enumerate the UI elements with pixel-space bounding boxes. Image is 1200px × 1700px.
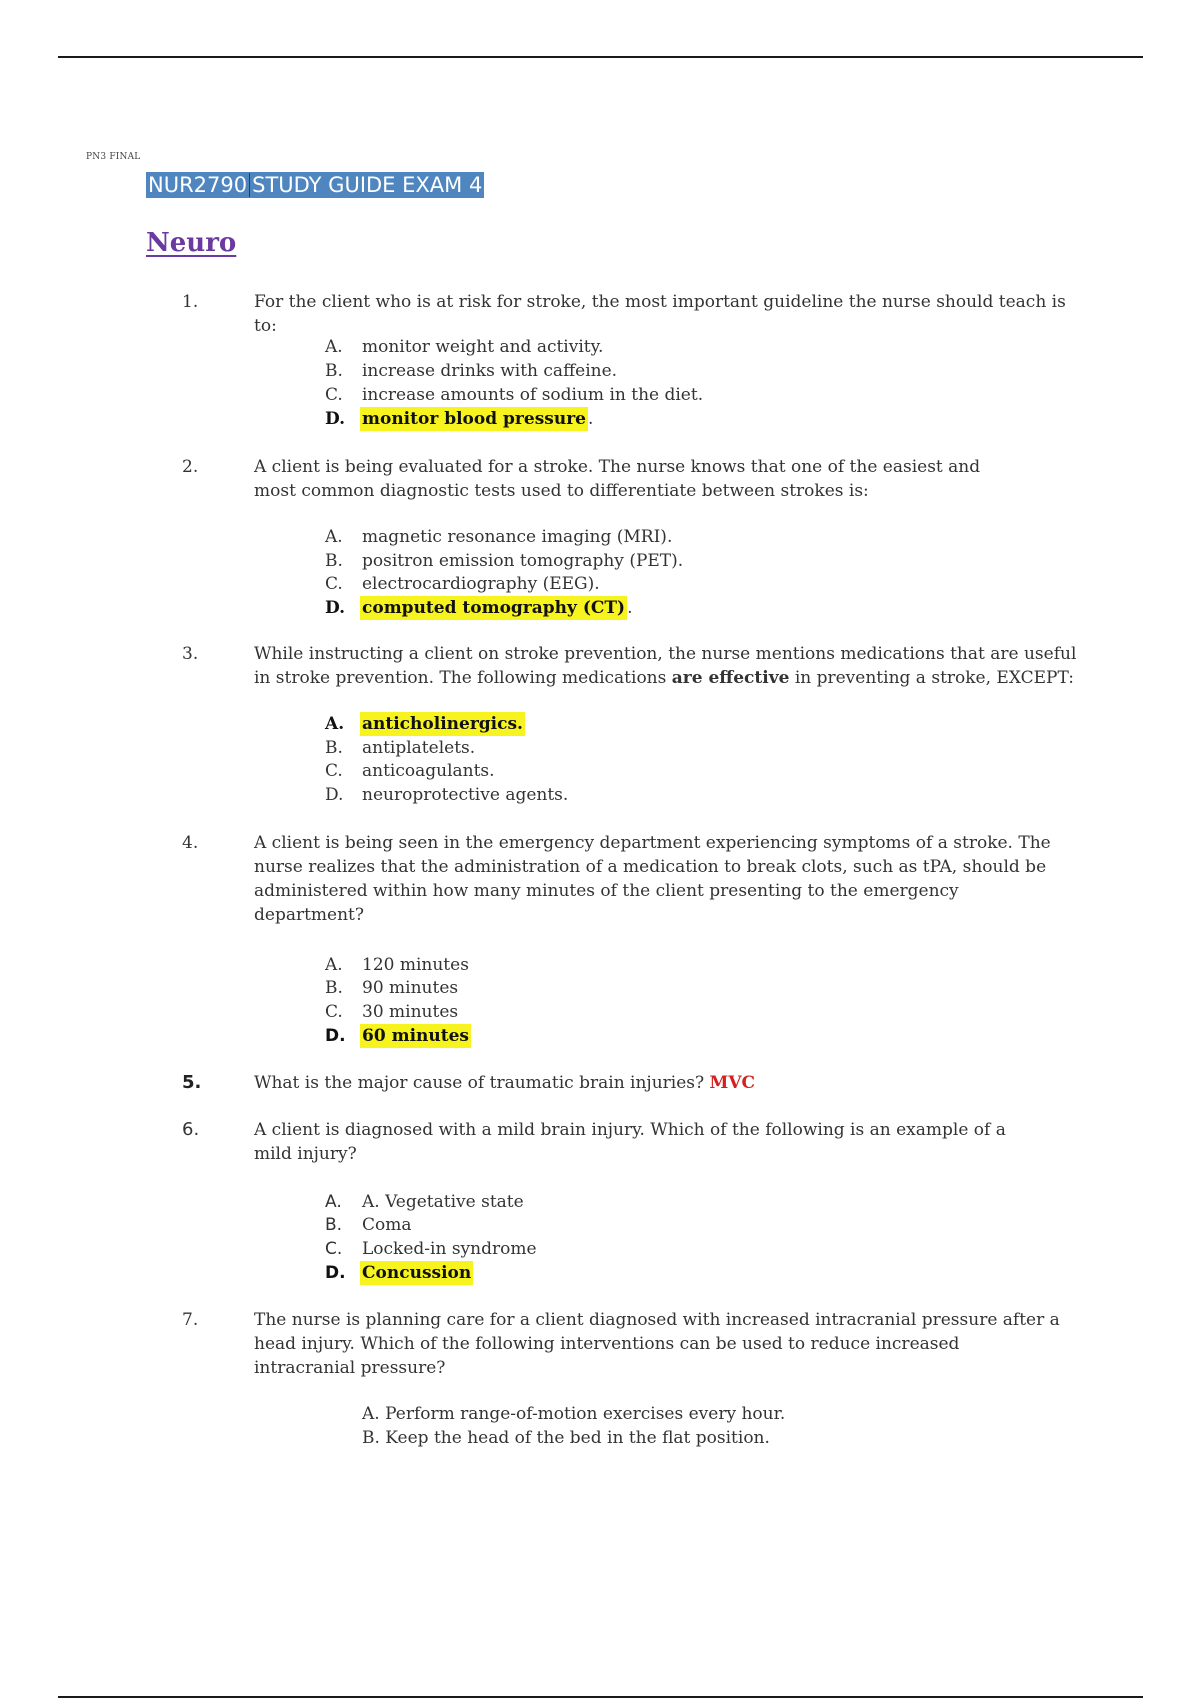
option-letter: C. [325,1239,343,1259]
option-letter: D. [325,785,344,805]
option-text [360,407,588,431]
title-text: STUDY GUIDE EXAM 4 [252,173,483,197]
question-number: 1. [182,292,199,312]
option-letter: B. [325,1215,343,1235]
option-text: monitor weight and activity. [362,337,604,357]
option-letter: D. [325,1026,346,1046]
question-text [254,642,1094,690]
option-letter: B. [325,551,343,571]
title-cursor-separator [249,173,250,197]
question-text-part: What is the major cause of traumatic brain injuries? [254,1073,705,1093]
option-text: antiplatelets. [362,738,476,758]
top-rule [58,56,1143,58]
option-letter: A. [325,1192,342,1212]
highlighted-answer: Concussion [362,1263,472,1283]
option-letter: D. [325,409,346,429]
option-letter: C. [325,385,343,405]
highlighted-answer: monitor blood pressure [362,409,586,429]
option-letter: B. [325,738,343,758]
question-text-part: in preventing a stroke, EXCEPT: [789,668,1074,688]
option-text: A. Perform range-of-motion exercises every hour. [362,1404,786,1424]
option-text: Locked-in syndrome [362,1239,537,1259]
question-text-part: While instructing a client on stroke prevention, the nurse mentions medications that are useful in stroke prevention. The following medications [254,644,1077,688]
question-text [254,1071,1094,1095]
answer-text: MVC [709,1073,756,1093]
option-text: 120 minutes [362,955,469,975]
title-course-code: NUR2790 [148,173,248,197]
option-letter: A. [325,714,345,734]
option-letter: D. [325,1263,346,1283]
header-label: PN3 FINAL [86,152,141,162]
question-text: The nurse is planning care for a client diagnosed with increased intracranial pressure after a head injury. Which of the following interventions can be used to reduce increased intracranial pressure? [254,1310,1060,1378]
option-text: anticoagulants. [362,761,495,781]
section-heading: Neuro [146,228,237,258]
option-text [360,596,627,620]
option-suffix: . [627,598,633,618]
bottom-rule [58,1696,1143,1698]
question-number: 4. [182,833,199,853]
option-text: 30 minutes [362,1002,459,1022]
option-letter: A. [325,527,343,547]
option-text: increase drinks with caffeine. [362,361,618,381]
option-text: Coma [362,1215,412,1235]
question-number: 7. [182,1310,199,1330]
question-text: A client is being evaluated for a stroke. The nurse knows that one of the easiest and most common diagnostic tests used to differentiate between strokes is: [254,457,981,501]
option-text: positron emission tomography (PET). [362,551,684,571]
option-text: 90 minutes [362,978,459,998]
question-number: 3. [182,644,199,664]
question-number: 6. [182,1119,200,1140]
option-letter: C. [325,1002,343,1022]
option-letter: C. [325,574,343,594]
option-letter: C. [325,761,343,781]
option-letter: D. [325,598,346,618]
option-text: electrocardiography (EEG). [362,574,600,594]
option-letter: A. [325,955,343,975]
question-number: 5. [182,1072,202,1093]
option-letter: B. [325,361,343,381]
question-text: A client is being seen in the emergency department experiencing symptoms of a stroke. The nurse realizes that the administration of a medication to break clots, such as tPA, should be administered within how many minutes of the client presenting to the emergency department? [254,833,1051,925]
option-text: magnetic resonance imaging (MRI). [362,527,673,547]
option-letter: B. [325,978,343,998]
question-text-emphasis: are effective [671,668,790,688]
option-text: B. Keep the head of the bed in the flat position. [362,1428,770,1448]
question-number: 2. [182,457,199,477]
document-title [146,172,484,198]
option-text: neuroprotective agents. [362,785,569,805]
highlighted-answer: computed tomography (CT) [362,598,626,618]
highlighted-answer: anticholinergics. [362,714,523,734]
highlighted-answer: 60 minutes [362,1026,469,1046]
option-text: increase amounts of sodium in the diet. [362,385,704,405]
option-text: A. Vegetative state [362,1192,524,1212]
question-text: A client is diagnosed with a mild brain injury. Which of the following is an example of a mild injury? [254,1120,1006,1164]
option-letter: A. [325,337,343,357]
question-text: For the client who is at risk for stroke, the most important guideline the nurse should teach is to: [254,292,1066,336]
option-suffix: . [587,409,594,429]
